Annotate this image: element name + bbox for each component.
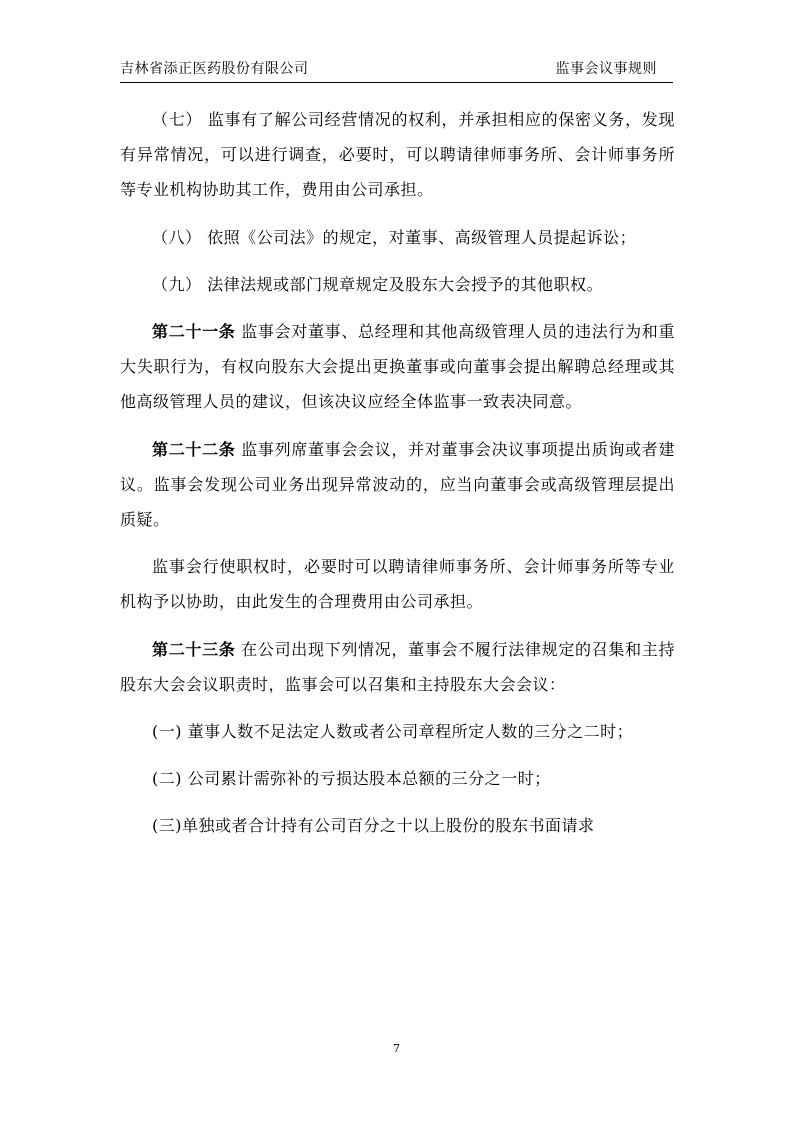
article-22: 第二十二条 监事列席董事会会议，并对董事会决议事项提出质询或者建议。监事会发现公司业务出现异常波动的，应当向董事会或高级管理层提出质疑。 [120,439,675,530]
article-21: 第二十一条 监事会对董事、总经理和其他高级管理人员的违法行为和重大失职行为，有权向股东大会提出更换董事或向董事会提出解聘总经理或其他高级管理人员的建议，但该决议应经全体监事一致表决同意。 [120,322,675,412]
paragraph: （八） 依照《公司法》的规定，对董事、高级管理人员提起诉讼； [152,227,637,247]
paragraph: 监事会行使职权时，必要时可以聘请律师事务所、会计师事务所等专业机构予以协助，由此发生的合理费用由公司承担。 [120,557,675,612]
page-header [120,56,673,83]
article-heading: 第二十二条 [152,439,236,459]
document-body [120,102,675,844]
article-heading: 第二十三条 [152,639,236,659]
header-doc-title: 监事会议事规则 [555,61,657,77]
paragraph: (二) 公司累计需弥补的亏损达股本总额的三分之一时； [152,769,551,789]
article-23: 第二十三条 在公司出现下列情况，董事会不履行法律规定的召集和主持股东大会会议职责时，监事会可以召集和主持股东大会会议： [120,639,675,694]
paragraph: (一) 董事人数不足法定人数或者公司章程所定人数的三分之二时； [152,722,634,742]
header-company: 吉林省添正医药股份有限公司 [120,61,309,77]
article-heading: 第二十一条 [152,322,236,342]
paragraph: (三)单独或者合计持有公司百分之十以上股份的股东书面请求 [152,816,595,836]
paragraph: （七） 监事有了解公司经营情况的权利，并承担相应的保密义务，发现有异常情况，可以进行调查，必要时，可以聘请律师事务所、会计师事务所等专业机构协助其工作，费用由公司承担。 [120,110,675,200]
paragraph: （九） 法律法规或部门规章规定及股东大会授予的其他职权。 [152,274,604,294]
page-number: 7 [393,1042,400,1055]
